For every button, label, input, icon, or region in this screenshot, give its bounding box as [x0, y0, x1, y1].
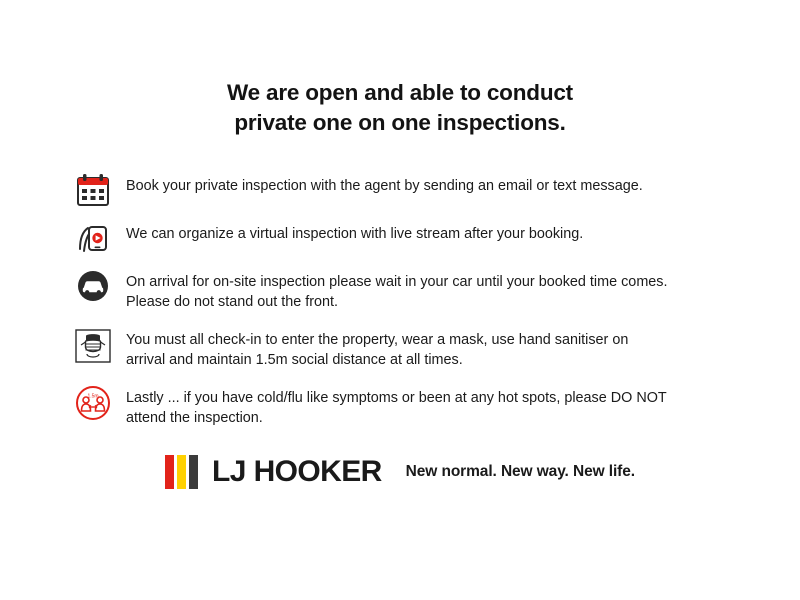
logo-bar-red: [165, 455, 174, 489]
list-item: [72, 384, 736, 429]
list-item-text: [114, 172, 643, 196]
list-item-text: [114, 384, 667, 429]
list-item: [72, 172, 736, 207]
list-item-line-1: You must all check-in to enter the property, wear a mask, use hand sanitiser on: [126, 331, 629, 348]
instruction-list: [72, 172, 736, 442]
list-item: [72, 220, 736, 255]
car-icon: [72, 268, 114, 303]
svg-text:1.5m: 1.5m: [87, 393, 99, 400]
page-title: [0, 0, 800, 137]
virtual-inspection-phone-icon: [72, 220, 114, 255]
face-mask-icon: [72, 326, 114, 365]
list-item-text: [114, 326, 628, 371]
social-distance-icon: [72, 384, 114, 421]
list-item-line-1: Lastly ... if you have cold/flu like symptoms or been at any hot spots, please DO NOT: [126, 389, 667, 406]
list-item-line-2: arrival and maintain 1.5m social distance at all times.: [126, 352, 463, 369]
lj-hooker-logo: [165, 455, 382, 489]
list-item-line-2: attend the inspection.: [126, 410, 263, 427]
footer-tagline: New normal. New way. New life.: [405, 463, 635, 480]
page-title-line-2: private one on one inspections.: [234, 109, 566, 135]
logo-bar-yellow: [177, 455, 186, 489]
logo-wordmark: LJ HOOKER: [212, 455, 382, 488]
logo-bar-dark: [189, 455, 198, 489]
list-item-line-2: Please do not stand out the front.: [126, 294, 339, 311]
logo-bars-icon: [165, 455, 201, 489]
list-item-line-1: We can organize a virtual inspection with live stream after your booking.: [126, 226, 584, 242]
list-item-text: [114, 268, 668, 313]
footer: [0, 455, 800, 489]
list-item: [72, 326, 736, 371]
page-title-line-1: We are open and able to conduct: [227, 80, 573, 105]
list-item-line-1: Book your private inspection with the agent by sending an email or text message.: [126, 178, 643, 194]
list-item-text: [114, 220, 583, 244]
calendar-icon: [72, 172, 114, 207]
list-item-line-1: On arrival for on-site inspection please wait in your car until your booked time comes.: [126, 274, 668, 290]
list-item: [72, 268, 736, 313]
